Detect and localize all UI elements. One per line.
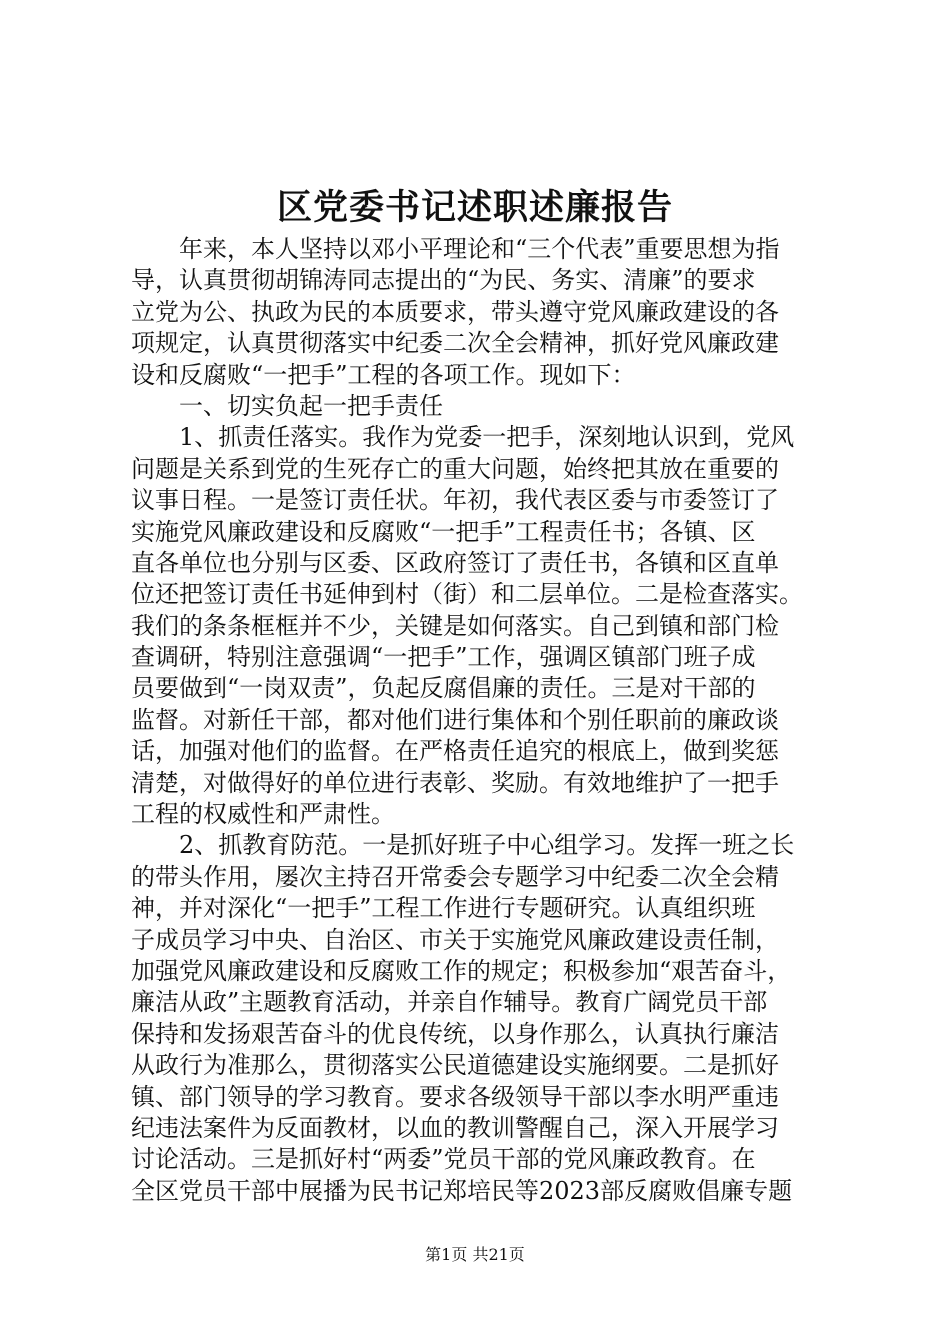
document-title: 区党委书记述职述廉报告 (276, 187, 673, 228)
body-line: 的带头作用，屡次主持召开常委会专题学习中纪委二次全会精 (131, 862, 779, 891)
body-line: 监督。对新任干部，都对他们进行集体和个别任职前的廉政谈 (131, 705, 779, 734)
body-line: 2、抓教育防范。一是抓好班子中心组学习。发挥一班之长 (179, 831, 795, 860)
section-heading: 一、切实负起一把手责任 (179, 391, 443, 420)
body-line: 从政行为准那么，贯彻落实公民道德建设实施纲要。二是抓好 (131, 1051, 779, 1080)
body-line: 话，加强对他们的监督。在严格责任追究的根底上，做到奖惩 (131, 737, 779, 766)
page-footer: 第1页 共21页 (425, 1245, 525, 1264)
body-line: 1、抓责任落实。我作为党委一把手，深刻地认识到，党风 (179, 423, 795, 452)
body-line: 纪违法案件为反面教材，以血的教训警醒自己，深入开展学习 (131, 1113, 779, 1142)
body-line: 立党为公、执政为民的本质要求，带头遵守党风廉政建设的各 (131, 297, 779, 326)
body-line: 子成员学习中央、自治区、市关于实施党风廉政建设责任制， (131, 925, 779, 954)
body-line: 实施党风廉政建设和反腐败“一把手”工程责任书；各镇、区 (131, 517, 756, 546)
body-line: 工程的权威性和严肃性。 (131, 800, 395, 829)
body-line: 神，并对深化“一把手”工程工作进行专题研究。认真组织班 (131, 894, 756, 923)
body-line: 保持和发扬艰苦奋斗的优良传统，以身作那么，认真执行廉洁 (131, 1019, 779, 1048)
body-line: 廉洁从政”主题教育活动，并亲自作辅导。教育广阔党员干部 (131, 988, 768, 1017)
body-line: 讨论活动。三是抓好村“两委”党员干部的党风廉政教育。在 (131, 1145, 756, 1174)
body-line: 直各单位也分别与区委、区政府签订了责任书，各镇和区直单 (131, 548, 779, 577)
body-line: 员要做到“一岗双责”，负起反腐倡廉的责任。三是对干部的 (131, 674, 756, 703)
body-line: 位还把签订责任书延伸到村（街）和二层单位。二是检查落实。 (131, 580, 803, 609)
body-line: 设和反腐败“一把手”工程的各项工作。现如下： (131, 360, 636, 389)
body-line: 我们的条条框框并不少，关键是如何落实。自己到镇和部门检 (131, 611, 779, 640)
document-body (131, 234, 831, 1207)
body-line: 清楚，对做得好的单位进行表彰、奖励。有效地维护了一把手 (131, 768, 779, 797)
body-line: 全区党员干部中展播为民书记郑培民等2023部反腐败倡廉专题 (131, 1176, 793, 1205)
body-line: 查调研，特别注意强调“一把手”工作，强调区镇部门班子成 (131, 643, 756, 672)
body-line: 加强党风廉政建设和反腐败工作的规定；积极参加“艰苦奋斗， (131, 956, 792, 985)
body-line: 议事日程。一是签订责任状。年初，我代表区委与市委签订了 (131, 486, 779, 515)
body-line: 问题是关系到党的生死存亡的重大问题，始终把其放在重要的 (131, 454, 779, 483)
body-line: 导，认真贯彻胡锦涛同志提出的“为民、务实、清廉”的要求 (131, 266, 756, 295)
body-line: 镇、部门领导的学习教育。要求各级领导干部以李水明严重违 (131, 1082, 779, 1111)
body-line: 项规定，认真贯彻落实中纪委二次全会精神，抓好党风廉政建 (131, 329, 779, 358)
body-line: 年来，本人坚持以邓小平理论和“三个代表”重要思想为指 (179, 235, 780, 263)
